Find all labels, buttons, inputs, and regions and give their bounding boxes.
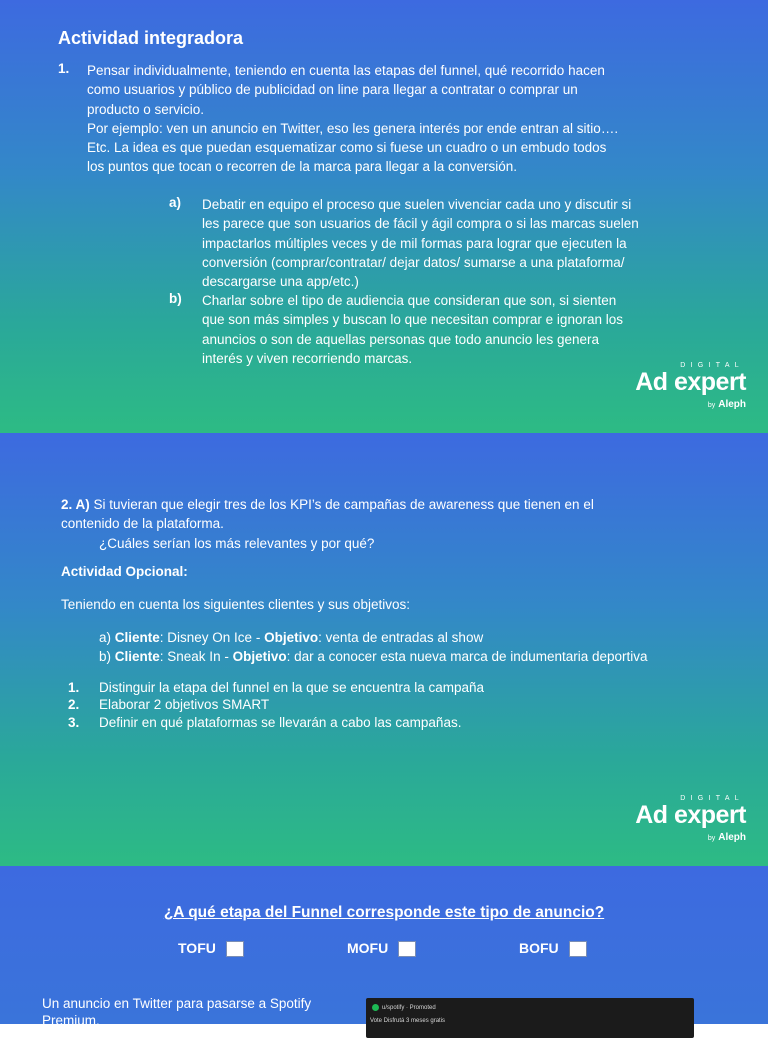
text-line: Un anuncio en Twitter para pasarse a Spotify [42,996,312,1011]
logo-brand: Ad expert [635,801,746,829]
text-line: descargarse una app/etc.) [202,274,359,290]
text-line: les parece que son usuarios de fácil y ágil compra o si las marcas suelen [202,216,639,232]
text-line: Premium. [42,1013,100,1028]
spotify-icon [372,1004,379,1011]
text-line: Pensar individualmente, teniendo en cuenta las etapas del funnel, qué recorrido hacen [87,63,605,78]
text-line: conversión (comprar/contratar/ dejar datos/ sumarse a una plataforma/ [202,254,625,270]
slide-title: Actividad integradora [58,28,244,48]
question-text: Si tuvieran que elegir tres de los KPI’s de campañas de awareness que tienen en el [89,497,594,512]
bofu-checkbox[interactable] [569,941,587,957]
slide-activity-optional [0,433,768,866]
item-number: 1. [58,61,70,76]
option-bofu[interactable]: BOFU [519,940,587,957]
slide-activity-integradora [0,0,768,433]
sub-a-text [202,195,722,291]
text-line: ¿Cuáles serían los más relevantes y por qué? [99,535,375,551]
task-item: 2. Elaborar 2 objetivos SMART [68,697,270,713]
client-item-b: b) Cliente: Sneak In - Objetivo: dar a conocer esta nueva marca de indumentaria deportiva [99,649,648,665]
logo-by: by Aleph [707,832,746,843]
ad-text: Vote Disfrutá 3 meses gratis [370,1018,446,1024]
text-line: Etc. La idea es que puedan esquematizar como si fuese un cuadro o un embudo todos [87,140,607,156]
logo-digital: DIGITAL [680,362,744,369]
optional-title: Actividad Opcional: [61,564,188,579]
ad-screenshot [366,998,694,1038]
ad-handle: u/spotify · Promoted [382,1005,436,1012]
text-line: contenido de la plataforma. [61,516,224,532]
task-item: 3. Definir en qué plataformas se llevarán a cabo las campañas. [68,714,462,730]
question-2a [61,495,721,553]
client-list [99,628,759,667]
text-line: producto o servicio. [87,101,205,117]
task-item: 1. Distinguir la etapa del funnel en la que se encuentra la campaña [68,680,485,695]
adexpert-logo [634,362,746,418]
text-line: como usuarios y público de publicidad on line para llegar a contratar o comprar un [87,82,578,98]
question-prefix: 2. A) [61,497,90,512]
text-line: anuncios o son de aquellas personas que todo anuncio les genera [202,331,600,347]
text-line: Debatir en equipo el proceso que suelen vivenciar cada uno y discutir si [202,197,632,212]
logo-by: by Aleph [707,399,746,410]
sub-a-marker: a) [169,195,182,210]
adexpert-logo [634,795,746,851]
text-line: impactarlos múltiples veces y de mil formas para lograr que ejecuten la [202,235,627,251]
text-line: Charlar sobre el tipo de audiencia que consideran que son, si sienten [202,293,617,308]
text-line: interés y viven recorriendo marcas. [202,350,413,366]
funnel-question: ¿A qué etapa del Funnel corresponde este tipo de anuncio? [163,904,605,921]
text-line: Por ejemplo: ven un anuncio en Twitter, eso les genera interés por ende entran al sitio…. [87,120,619,136]
sub-b-text [202,291,722,368]
task-list [68,678,728,732]
option-mofu[interactable]: MOFU [347,940,416,957]
item-1-text [87,61,727,177]
mofu-checkbox[interactable] [398,941,416,957]
client-item-a: a) Cliente: Disney On Ice - Objetivo: venta de entradas al show [99,630,484,645]
sub-b-marker: b) [169,291,182,306]
logo-digital: DIGITAL [680,795,744,802]
clients-intro: Teniendo en cuenta los siguientes clientes y sus objetivos: [61,597,410,612]
tofu-checkbox[interactable] [226,941,244,957]
logo-brand: Ad expert [635,368,746,396]
text-line: que son más simples y buscan lo que necesitan comprar e ignoran los [202,312,623,328]
option-tofu[interactable]: TOFU [178,940,244,957]
text-line: los puntos que tocan o recorren de la marca para llegar a la conversión. [87,159,517,175]
